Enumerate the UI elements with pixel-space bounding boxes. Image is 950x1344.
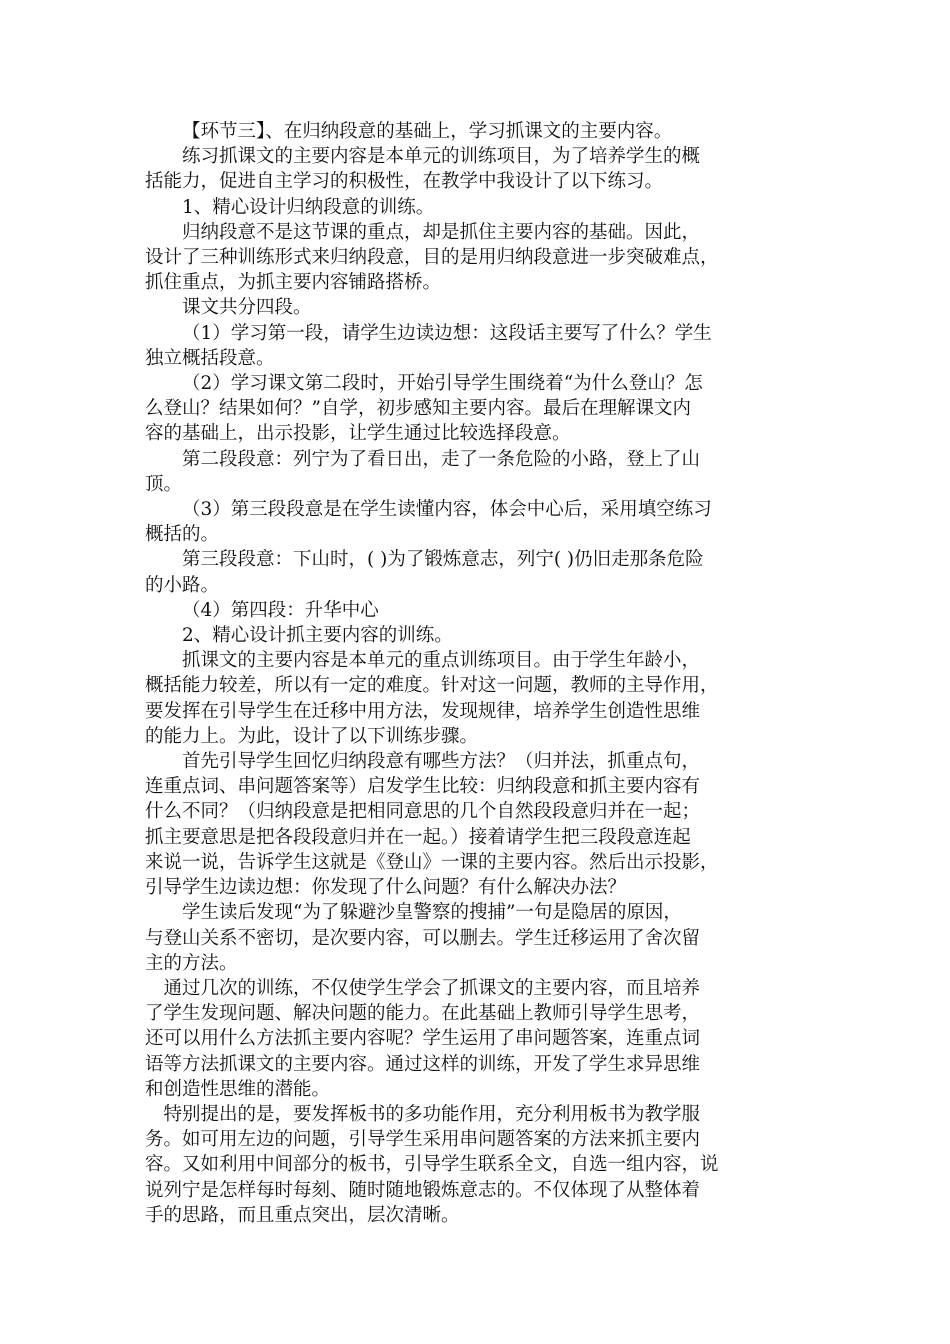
subheading: 1、精心设计归纳段意的训练。 <box>182 196 435 218</box>
body-paragraph: 第二段段意：列宁为了看日出，走了一条危险的小路，登上了山 顶。 <box>145 448 701 495</box>
body-paragraph: 归纳段意不是这节课的重点，却是抓住主要内容的基础。因此， 设计了三种训练形式来归纳段意，目的是用归纳段意进一步突破难点， 抓住重点，为抓主要内容铺路搭桥。 <box>145 221 719 294</box>
subheading: 2、精心设计抓主要内容的训练。 <box>182 625 453 647</box>
list-item: （1）学习第一段，请学生边读边想：这段话主要写了什么？学生 独立概括段意。 <box>145 322 712 369</box>
list-item: （4）第四段：升华中心 <box>182 599 379 621</box>
body-paragraph: 特别提出的是，要发挥板书的多功能作用，充分利用板书为教学服 务。如可用左边的问题，引导学生采用串问题答案的方法来抓主要内 容。又如利用中间部分的板书，引导学生联系全文，自选一组内容，说 说列宁是怎样每时每刻、随时随地锻炼意志的。不仅体现了从整体着 手的思路，而且重点突出，层次清晰。 <box>145 1103 719 1226</box>
body-paragraph: 抓课文的主要内容是本单元的重点训练项目。由于学生年龄小， 概括能力较差，所以有一定的难度。针对这一问题，教师的主导作用， 要发挥在引导学生在迁移中用方法，发现规律，培养学生创造性思维 的能力上。为此，设计了以下训练步骤。 <box>145 650 719 747</box>
body-paragraph: 练习抓课文的主要内容是本单元的训练项目，为了培养学生的概 括能力，促进自主学习的积极性，在教学中我设计了以下练习。 <box>145 146 701 193</box>
body-paragraph: 学生读后发现“为了躲避沙皇警察的搜捕”一句是隐居的原因， 与登山关系不密切，是次要内容，可以删去。学生迁移运用了舍次留 主的方法。 <box>145 902 701 974</box>
body-paragraph: 通过几次的训练，不仅使学生学会了抓课文的主要内容，而且培养 了学生发现问题、解决问题的能力。在此基础上教师引导学生思考， 还可以用什么方法抓主要内容呢？学生运用了串问题答案，连重点词 语等方法抓课文的主要内容。通过这样的训练，开发了学生求异思维 和创造性思维的潜能。 <box>145 977 701 1100</box>
list-item: （3）第三段段意是在学生读懂内容，体会中心后，采用填空练习 概括的。 <box>145 499 712 546</box>
body-paragraph: 第三段段意：下山时，( )为了锻炼意志，列宁( )仍旧走那条危险 的小路。 <box>145 549 704 596</box>
document-page <box>145 119 811 1228</box>
body-paragraph: 课文共分四段。 <box>182 297 312 319</box>
section-heading: 【环节三】、在归纳段意的基础上，学习抓课文的主要内容。 <box>182 121 673 142</box>
body-paragraph: 首先引导学生回忆归纳段意有哪些方法？（归并法，抓重点句， 连重点词、串问题答案等）启发学生比较：归纳段意和抓主要内容有 什么不同？（归纳段意是把相同意思的几个自然段段意归并在一起； 抓主要意思是把各段段意归并在一起。）接着请学生把三段段意连起 来说一说，告诉学生这就是《登山》一课的主要内容。然后出示投影， 引导学生边读边想：你发现了什么问题？有什么解决办法？ <box>145 751 719 899</box>
list-item: （2）学习课文第二段时，开始引导学生围绕着“为什么登山？怎 么登山？结果如何？”自学，初步感知主要内容。最后在理解课文内 容的基础上，出示投影，让学生通过比较选择段意。 <box>145 373 703 445</box>
